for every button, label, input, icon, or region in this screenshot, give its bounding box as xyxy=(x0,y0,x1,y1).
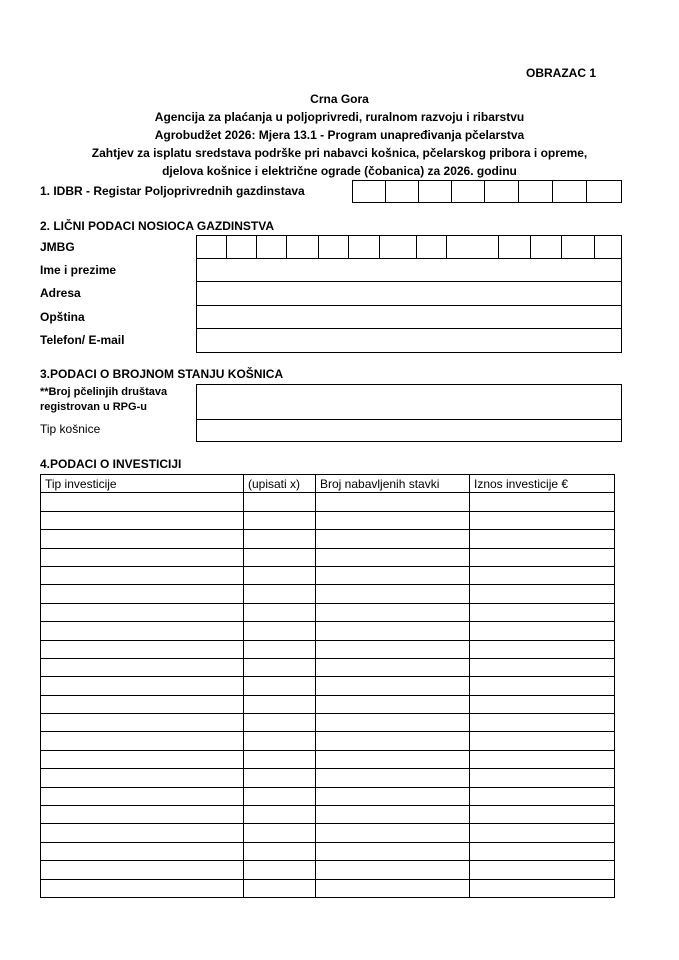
jmbg-cell[interactable] xyxy=(349,236,380,258)
jmbg-cell[interactable] xyxy=(531,236,562,258)
colonies-label-line1: **Broj pčelinjih društava xyxy=(40,386,168,398)
table-cell[interactable] xyxy=(244,622,316,640)
col-header-mark-x: (upisati x) xyxy=(244,475,316,493)
table-cell[interactable] xyxy=(41,806,244,824)
table-cell[interactable] xyxy=(41,511,244,529)
table-cell[interactable] xyxy=(244,603,316,621)
table-cell[interactable] xyxy=(41,658,244,676)
table-cell[interactable] xyxy=(316,677,470,695)
table-cell[interactable] xyxy=(316,640,470,658)
table-cell[interactable] xyxy=(41,585,244,603)
table-row[interactable] xyxy=(41,750,615,768)
idbr-cell[interactable] xyxy=(353,181,386,202)
table-cell[interactable] xyxy=(316,732,470,750)
contact-label: Telefon/ E-mail xyxy=(40,333,125,347)
jmbg-cell[interactable] xyxy=(197,236,227,258)
table-cell[interactable] xyxy=(244,714,316,732)
jmbg-cell[interactable] xyxy=(287,236,319,258)
table-cell[interactable] xyxy=(41,640,244,658)
table-row[interactable] xyxy=(41,622,615,640)
table-cell[interactable] xyxy=(244,677,316,695)
table-cell[interactable] xyxy=(470,548,615,566)
header-measure: Agrobudžet 2026: Mjera 13.1 - Program unapređivanja pčelarstva xyxy=(154,128,525,142)
jmbg-cell[interactable] xyxy=(257,236,287,258)
col-header-amount: Iznos investicije € xyxy=(470,475,615,493)
table-row[interactable] xyxy=(41,603,615,621)
colonies-label-line2: registrovan u RPG-u xyxy=(40,401,147,413)
hive-type-input[interactable] xyxy=(196,419,622,442)
table-cell[interactable] xyxy=(470,695,615,713)
municipality-label: Opština xyxy=(40,310,85,324)
table-row[interactable] xyxy=(41,658,615,676)
idbr-input[interactable] xyxy=(352,180,622,203)
table-row[interactable] xyxy=(41,879,615,897)
table-cell[interactable] xyxy=(470,861,615,879)
table-cell[interactable] xyxy=(316,861,470,879)
header-request-line1: Zahtjev za isplatu sredstava podrške pri nabavci košnica, pčelarskog pribora i opreme, xyxy=(91,146,588,160)
table-row[interactable] xyxy=(41,714,615,732)
table-cell[interactable] xyxy=(316,530,470,548)
table-row[interactable] xyxy=(41,842,615,860)
table-cell[interactable] xyxy=(244,566,316,584)
table-row[interactable] xyxy=(41,530,615,548)
table-cell[interactable] xyxy=(470,806,615,824)
jmbg-cell[interactable] xyxy=(595,236,621,258)
header-agency: Agencija za plaćanja u poljoprivredi, ruralnom razvoju i ribarstvu xyxy=(154,110,525,124)
table-cell[interactable] xyxy=(470,714,615,732)
table-cell[interactable] xyxy=(470,658,615,676)
section2-title: 2. LIČNI PODACI NOSIOCA GAZDINSTVA xyxy=(40,219,275,233)
header-request-line2: djelova košnice i električne ograde (čobanica) za 2026. godinu xyxy=(162,164,517,178)
table-cell[interactable] xyxy=(41,493,244,511)
table-cell[interactable] xyxy=(244,842,316,860)
hive-type-label: Tip košnice xyxy=(40,422,101,436)
jmbg-cell[interactable] xyxy=(227,236,257,258)
table-row[interactable] xyxy=(41,732,615,750)
name-label: Ime i prezime xyxy=(40,263,117,277)
section3-title: 3.PODACI O BROJNOM STANJU KOŠNICA xyxy=(40,367,284,381)
table-cell[interactable] xyxy=(316,714,470,732)
investment-table xyxy=(40,474,615,898)
header-country: Crna Gora xyxy=(310,92,369,106)
table-cell[interactable] xyxy=(470,603,615,621)
table-cell[interactable] xyxy=(316,493,470,511)
table-cell[interactable] xyxy=(244,769,316,787)
table-row[interactable] xyxy=(41,769,615,787)
col-header-investment-type: Tip investicije xyxy=(41,475,244,493)
contact-input[interactable] xyxy=(196,328,622,353)
table-cell[interactable] xyxy=(470,566,615,584)
address-label: Adresa xyxy=(40,286,81,300)
form-code: OBRAZAC 1 xyxy=(526,66,597,80)
idbr-cell[interactable] xyxy=(587,181,621,202)
table-cell[interactable] xyxy=(244,585,316,603)
jmbg-cell[interactable] xyxy=(319,236,349,258)
table-row[interactable] xyxy=(41,585,615,603)
table-cell[interactable] xyxy=(41,842,244,860)
jmbg-cell[interactable] xyxy=(417,236,447,258)
table-cell[interactable] xyxy=(316,603,470,621)
table-cell[interactable] xyxy=(41,548,244,566)
table-cell[interactable] xyxy=(41,879,244,897)
table-cell[interactable] xyxy=(41,603,244,621)
table-cell[interactable] xyxy=(244,493,316,511)
table-cell[interactable] xyxy=(316,879,470,897)
table-cell[interactable] xyxy=(470,842,615,860)
table-cell[interactable] xyxy=(316,787,470,805)
table-cell[interactable] xyxy=(41,622,244,640)
table-cell[interactable] xyxy=(470,677,615,695)
table-cell[interactable] xyxy=(244,695,316,713)
name-input[interactable] xyxy=(196,258,622,282)
table-cell[interactable] xyxy=(470,622,615,640)
table-cell[interactable] xyxy=(470,824,615,842)
jmbg-cell[interactable] xyxy=(447,236,499,258)
table-cell[interactable] xyxy=(41,824,244,842)
table-cell[interactable] xyxy=(470,530,615,548)
table-cell[interactable] xyxy=(41,677,244,695)
table-cell[interactable] xyxy=(244,530,316,548)
table-cell[interactable] xyxy=(41,769,244,787)
table-row[interactable] xyxy=(41,787,615,805)
table-cell[interactable] xyxy=(244,750,316,768)
table-cell[interactable] xyxy=(316,769,470,787)
table-cell[interactable] xyxy=(316,548,470,566)
idbr-cell[interactable] xyxy=(485,181,519,202)
table-cell[interactable] xyxy=(41,787,244,805)
table-row[interactable] xyxy=(41,677,615,695)
table-cell[interactable] xyxy=(244,732,316,750)
idbr-cell[interactable] xyxy=(553,181,587,202)
table-cell[interactable] xyxy=(244,548,316,566)
table-cell[interactable] xyxy=(316,824,470,842)
table-cell[interactable] xyxy=(244,861,316,879)
table-cell[interactable] xyxy=(244,806,316,824)
table-cell[interactable] xyxy=(316,842,470,860)
table-cell[interactable] xyxy=(470,585,615,603)
table-row[interactable] xyxy=(41,640,615,658)
colonies-input[interactable] xyxy=(196,384,622,420)
table-cell[interactable] xyxy=(244,787,316,805)
table-row[interactable] xyxy=(41,695,615,713)
table-cell[interactable] xyxy=(316,750,470,768)
table-cell[interactable] xyxy=(41,695,244,713)
table-cell[interactable] xyxy=(316,695,470,713)
table-cell[interactable] xyxy=(41,732,244,750)
jmbg-cell[interactable] xyxy=(380,236,417,258)
jmbg-cell[interactable] xyxy=(499,236,531,258)
table-cell[interactable] xyxy=(316,585,470,603)
table-cell[interactable] xyxy=(41,750,244,768)
idbr-cell[interactable] xyxy=(419,181,452,202)
idbr-cell[interactable] xyxy=(452,181,485,202)
table-cell[interactable] xyxy=(470,493,615,511)
col-header-items-count: Broj nabavljenih stavki xyxy=(316,475,470,493)
table-cell[interactable] xyxy=(470,732,615,750)
table-cell[interactable] xyxy=(244,879,316,897)
table-cell[interactable] xyxy=(470,769,615,787)
table-cell[interactable] xyxy=(244,824,316,842)
table-cell[interactable] xyxy=(316,622,470,640)
table-cell[interactable] xyxy=(470,511,615,529)
table-row[interactable] xyxy=(41,511,615,529)
table-cell[interactable] xyxy=(470,787,615,805)
jmbg-input[interactable] xyxy=(196,235,622,259)
table-cell[interactable] xyxy=(316,566,470,584)
table-row[interactable] xyxy=(41,493,615,511)
table-row[interactable] xyxy=(41,548,615,566)
table-cell[interactable] xyxy=(244,640,316,658)
table-cell[interactable] xyxy=(316,658,470,676)
table-cell[interactable] xyxy=(470,879,615,897)
table-cell[interactable] xyxy=(470,640,615,658)
jmbg-label: JMBG xyxy=(40,240,75,254)
table-cell[interactable] xyxy=(41,530,244,548)
table-cell[interactable] xyxy=(41,714,244,732)
table-cell[interactable] xyxy=(41,566,244,584)
table-row[interactable] xyxy=(41,566,615,584)
table-cell[interactable] xyxy=(244,511,316,529)
idbr-cell[interactable] xyxy=(386,181,419,202)
municipality-input[interactable] xyxy=(196,305,622,329)
table-header-row xyxy=(41,475,615,493)
table-cell[interactable] xyxy=(316,511,470,529)
table-cell[interactable] xyxy=(244,658,316,676)
section4-title: 4.PODACI O INVESTICIJI xyxy=(40,457,182,471)
idbr-cell[interactable] xyxy=(519,181,553,202)
table-row[interactable] xyxy=(41,806,615,824)
address-input[interactable] xyxy=(196,281,622,306)
table-row[interactable] xyxy=(41,824,615,842)
table-cell[interactable] xyxy=(41,861,244,879)
table-row[interactable] xyxy=(41,861,615,879)
idbr-label: 1. IDBR - Registar Poljoprivrednih gazdinstava xyxy=(40,184,305,198)
table-cell[interactable] xyxy=(316,806,470,824)
jmbg-cell[interactable] xyxy=(562,236,595,258)
table-cell[interactable] xyxy=(470,750,615,768)
